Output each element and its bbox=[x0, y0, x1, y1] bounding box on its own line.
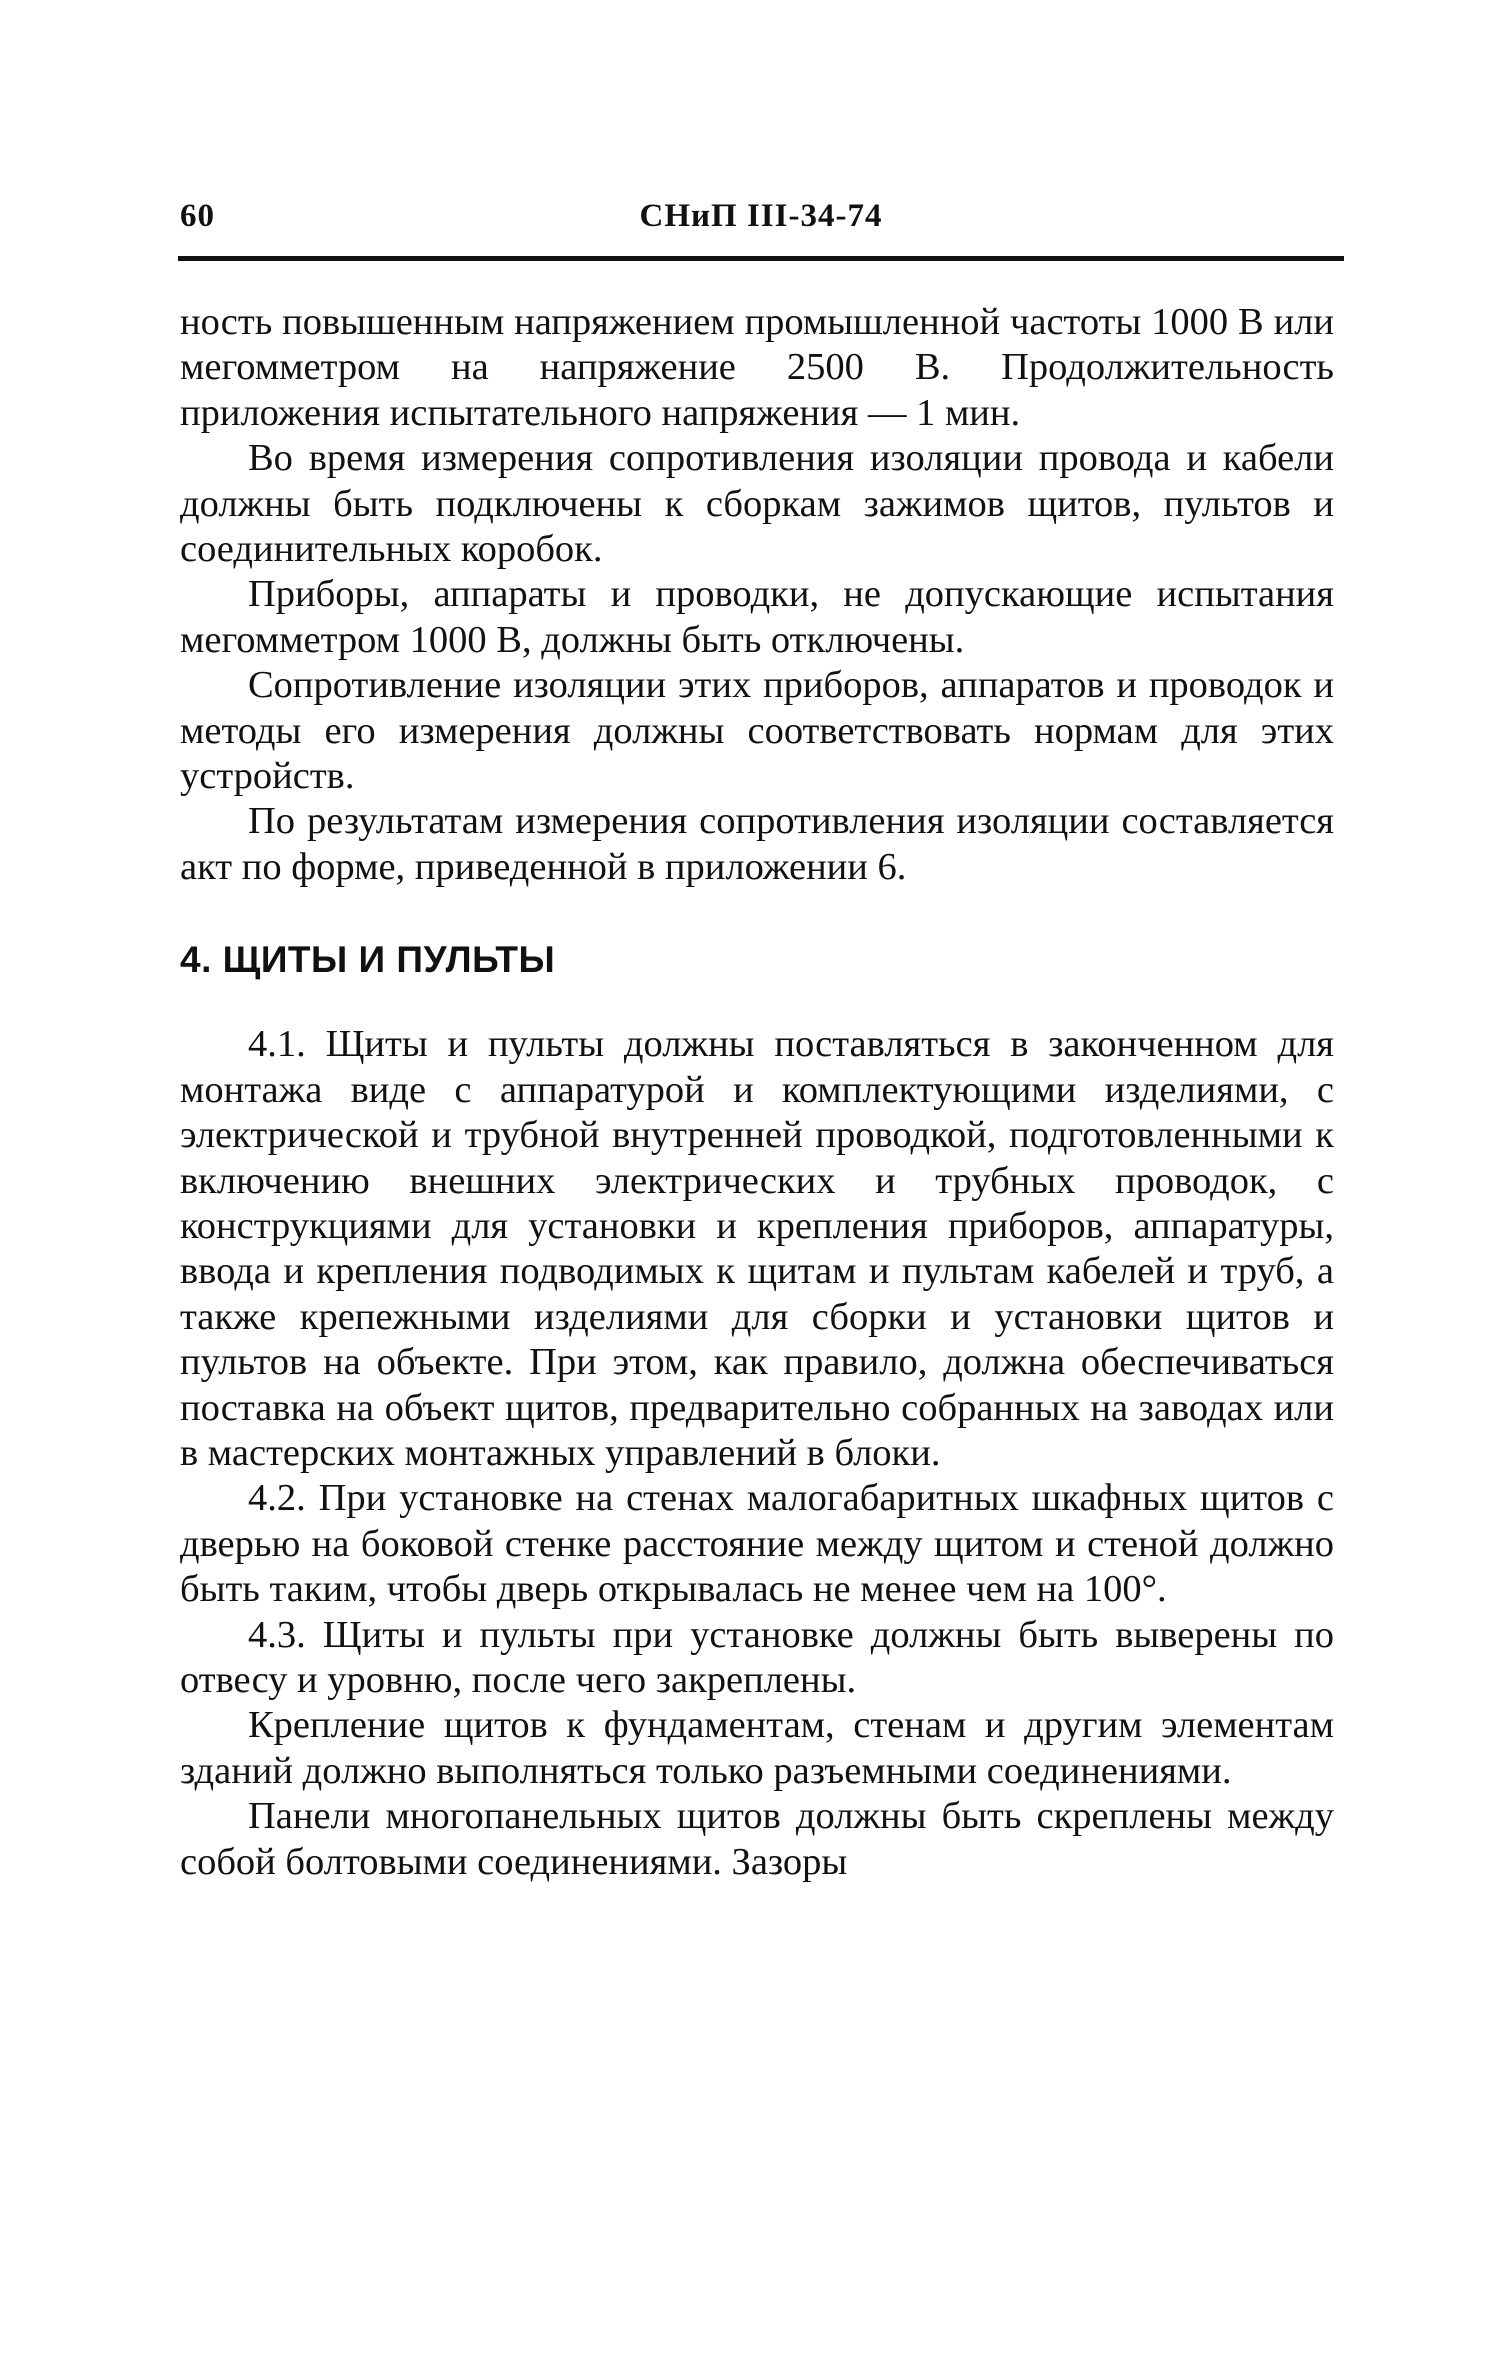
body-paragraph: Во время измерения сопротивления изоляции провода и кабели должны быть подключены к сборкам зажимов щитов, пультов и соединительных коробок. bbox=[180, 437, 1334, 571]
page-body bbox=[180, 300, 1334, 1885]
clause-number: 4.1. bbox=[248, 1023, 306, 1066]
body-paragraph: ность повышенным напряжением промышленной частоты 1000 В или мегомметром на напряжение 2500 В. Продолжительность приложения испытательного напряжения — 1 мин. bbox=[180, 301, 1334, 434]
clause-4-2 bbox=[180, 1476, 1334, 1612]
clause-text: Щиты и пульты при установке должны быть выверены по отвесу и уровню, после чего закреплены. bbox=[180, 1613, 1334, 1701]
clause-text: Щиты и пульты должны поставляться в законченном для монтажа виде с аппаратурой и комплектующими изделиями, с электрической и трубной внутренней проводкой, подготовленными к включению внешних электрических и трубных проводок, с конструкциями для установки и крепления приборов, аппаратуры, ввода и крепления подводимых к щитам и пультам кабелей и труб, а также крепежными изделиями для сборки и установки щитов и пультов на объекте. При этом, как правило, должна обеспечиваться поставка на объект щитов, предварительно собранных на заводах или в мастерских монтажных управлений в блоки. bbox=[180, 1023, 1334, 1474]
clause-number: 4.2. bbox=[248, 1477, 306, 1520]
body-paragraph: Сопротивление изоляции этих приборов, аппаратов и проводок и методы его измерения должны соответствовать нормам для этих устройств. bbox=[180, 664, 1334, 798]
page-number: 60 bbox=[180, 198, 215, 234]
page-header bbox=[180, 198, 1342, 248]
body-paragraph: По результатам измерения сопротивления изоляции составляется акт по форме, приведенной в приложении 6. bbox=[180, 800, 1334, 888]
clause-4-3 bbox=[180, 1613, 1334, 1704]
body-paragraph: Крепление щитов к фундаментам, стенам и другим элементам зданий должно выполняться только разъемными соединениями. bbox=[180, 1704, 1334, 1792]
header-rule bbox=[178, 256, 1344, 261]
body-paragraph: Приборы, аппараты и проводки, не допускающие испытания мегомметром 1000 В, должны быть отключены. bbox=[180, 573, 1334, 661]
clause-4-1 bbox=[180, 1022, 1334, 1476]
running-title: СНиП III-34-74 bbox=[639, 198, 883, 234]
clause-number: 4.3. bbox=[248, 1613, 306, 1656]
body-paragraph: Панели многопанельных щитов должны быть скреплены между собой болтовыми соединениями. Зазоры bbox=[180, 1795, 1334, 1883]
section-heading: 4. ЩИТЫ И ПУЛЬТЫ bbox=[180, 939, 556, 981]
clause-text: При установке на стенах малогабаритных шкафных щитов с дверью на боковой стенке расстояние между щитом и стеной должно быть таким, чтобы дверь открывалась не менее чем на 100°. bbox=[180, 1477, 1334, 1611]
